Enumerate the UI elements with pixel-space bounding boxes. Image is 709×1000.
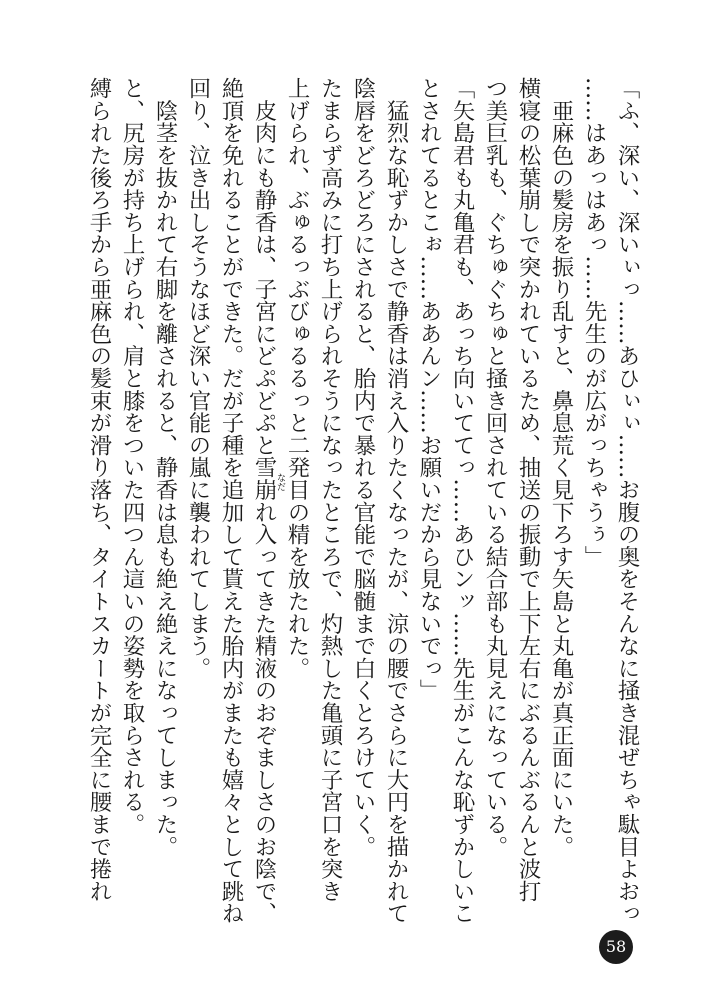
text-line: 陰唇をどろどろにされると、胎内で暴れる官能で脳髄まで白くとろけていく。 [350,77,376,858]
furigana: なだ [276,473,286,491]
text-line: 猛烈な恥ずかしさで静香は消え入りたくなったが、涼の腰でさらに大円を描かれて [383,77,409,925]
text-line: 皮肉にも静香は、子宮にどぷどぷと雪崩れ入ってきた精液のおぞましさのお陰で、 [251,77,277,925]
text-line: と、尻房が持ち上げられ、肩と膝をついた四つん這いの姿勢を取らされる。 [119,77,145,836]
text-line: とされてるとこぉ……ああんン……お願いだから見ないでっ」 [416,77,442,702]
text-line: 亜麻色の髪房を振り乱すと、鼻息荒く見下ろす矢島と丸亀が真正面にいた。 [548,77,574,858]
text-line: 横寝の松葉崩しで突かれているため、抽送の振動で上下左右にぶるんぶるんと波打 [515,77,541,903]
text-line: 「矢島君も丸亀君も、あっち向いててっ……あひンッ……先生がこんな恥ずかしいこ [449,77,475,925]
text-line: 上げられ、ぶゅるっぶびゅるるっと二発目の精を放たれた。 [284,77,310,680]
text-line: 陰茎を抜かれて右脚を離されると、静香は息も絶え絶えになってしまった。 [152,77,178,858]
text-line: たまらず高みに打ち上げられそうになったところで、灼熱した亀頭に子宮口を突き [317,77,343,903]
page-number: 58 [599,930,633,964]
text-line: 「ふ、深い、深いぃっ……あひぃぃ……お腹の奥をそんなに掻き混ぜちゃ駄目よおっ [614,77,640,925]
text-line: 絶頂を免れることができた。だが子種を追加して貰えた胎内がまたも嬉々として跳ね [218,77,244,925]
text-line: ……はあっはあっ……先生のが広がっちゃうぅ」 [581,77,607,568]
body-text [82,77,643,925]
text-line: つ美巨乳も、ぐちゅぐちゅと掻き回されている結合部も丸見えになっている。 [482,77,508,858]
text-line: 回り、泣き出しそうなほど深い官能の嵐に襲われてしまう。 [185,77,211,680]
text-line: 縛られた後ろ手から亜麻色の髪束が滑り落ち、タイトスカートが完全に腰まで捲れ [86,77,112,903]
